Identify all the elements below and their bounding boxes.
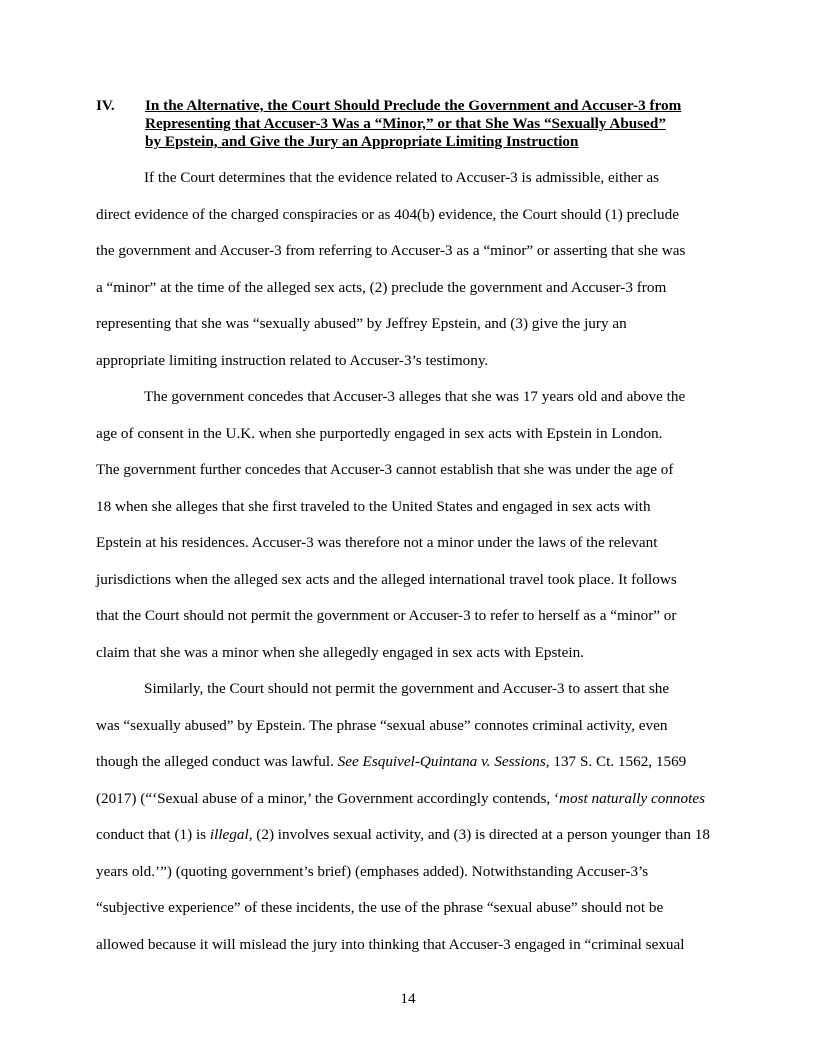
- section-heading: [96, 97, 736, 151]
- paragraph-line: direct evidence of the charged conspiracies or as 404(b) evidence, the Court should (1) preclude: [96, 205, 679, 223]
- paragraph-line: allowed because it will mislead the jury into thinking that Accuser-3 engaged in “criminal sexual: [96, 935, 685, 953]
- paragraph-line: representing that she was “sexually abused” by Jeffrey Epstein, and (3) give the jury an: [96, 315, 627, 332]
- paragraph-line: [96, 750, 736, 787]
- text-run: though the alleged conduct was lawful.: [96, 753, 338, 770]
- paragraph-line: was “sexually abused” by Epstein. The phrase “sexual abuse” connotes criminal activity, even: [96, 716, 668, 734]
- section-number: IV.: [96, 97, 115, 114]
- case-citation: See Esquivel-Quintana v. Sessions,: [337, 753, 550, 770]
- body-text: [96, 166, 736, 969]
- paragraph-line: Epstein at his residences. Accuser-3 was therefore not a minor under the laws of the relevant: [96, 534, 658, 551]
- section-title-line: In the Alternative, the Court Should Preclude the Government and Accuser-3 from: [145, 97, 682, 114]
- section-title-line: Representing that Accuser-3 Was a “Minor,” or that She Was “Sexually Abused”: [145, 115, 666, 132]
- paragraph-line: jurisdictions when the alleged sex acts and the alleged international travel took place. It follows: [96, 570, 677, 588]
- paragraph-line: 18 when she alleges that she first traveled to the United States and engaged in sex acts with: [96, 497, 651, 515]
- text-run: , (2) involves sexual activity, and (3) is directed at a person younger than 18: [248, 826, 710, 843]
- text-run: 137 S. Ct. 1562, 1569: [549, 753, 687, 770]
- text-run: (2017) (“‘Sexual abuse of a minor,’ the Government accordingly contends, ‘: [96, 789, 560, 807]
- text-run: conduct that (1) is: [96, 826, 210, 843]
- paragraph-line: claim that she was a minor when she allegedly engaged in sex acts with Epstein.: [96, 643, 584, 661]
- paragraph-line: years old.’”) (quoting government’s brief) (emphases added). Notwithstanding Accuser-3’s: [96, 862, 649, 880]
- paragraph-line: [96, 787, 736, 824]
- emphasis: illegal: [209, 826, 249, 843]
- paragraph-line: appropriate limiting instruction related to Accuser-3’s testimony.: [96, 351, 489, 369]
- paragraph-line: The government concedes that Accuser-3 alleges that she was 17 years old and above the: [144, 388, 686, 405]
- emphasis: most naturally connotes: [559, 789, 705, 807]
- paragraph-line: [96, 823, 736, 860]
- paragraph-line: “subjective experience” of these incidents, the use of the phrase “sexual abuse” should not be: [96, 899, 664, 916]
- section-title-line: by Epstein, and Give the Jury an Appropriate Limiting Instruction: [145, 133, 579, 150]
- paragraph-line: The government further concedes that Accuser-3 cannot establish that she was under the age of: [96, 461, 674, 478]
- paragraph-line: a “minor” at the time of the alleged sex acts, (2) preclude the government and Accuser-3 from: [96, 278, 667, 296]
- paragraph-line: Similarly, the Court should not permit the government and Accuser-3 to assert that she: [144, 680, 670, 697]
- paragraph-line: the government and Accuser-3 from referring to Accuser-3 as a “minor” or asserting that she was: [96, 242, 686, 259]
- paragraph-line: age of consent in the U.K. when she purportedly engaged in sex acts with Epstein in London.: [96, 424, 663, 442]
- paragraph-line: If the Court determines that the evidence related to Accuser-3 is admissible, either as: [144, 169, 660, 186]
- page-number: 14: [400, 990, 416, 1007]
- section-title: [145, 97, 736, 151]
- paragraph-line: that the Court should not permit the government or Accuser-3 to refer to herself as a “minor” or: [96, 607, 677, 624]
